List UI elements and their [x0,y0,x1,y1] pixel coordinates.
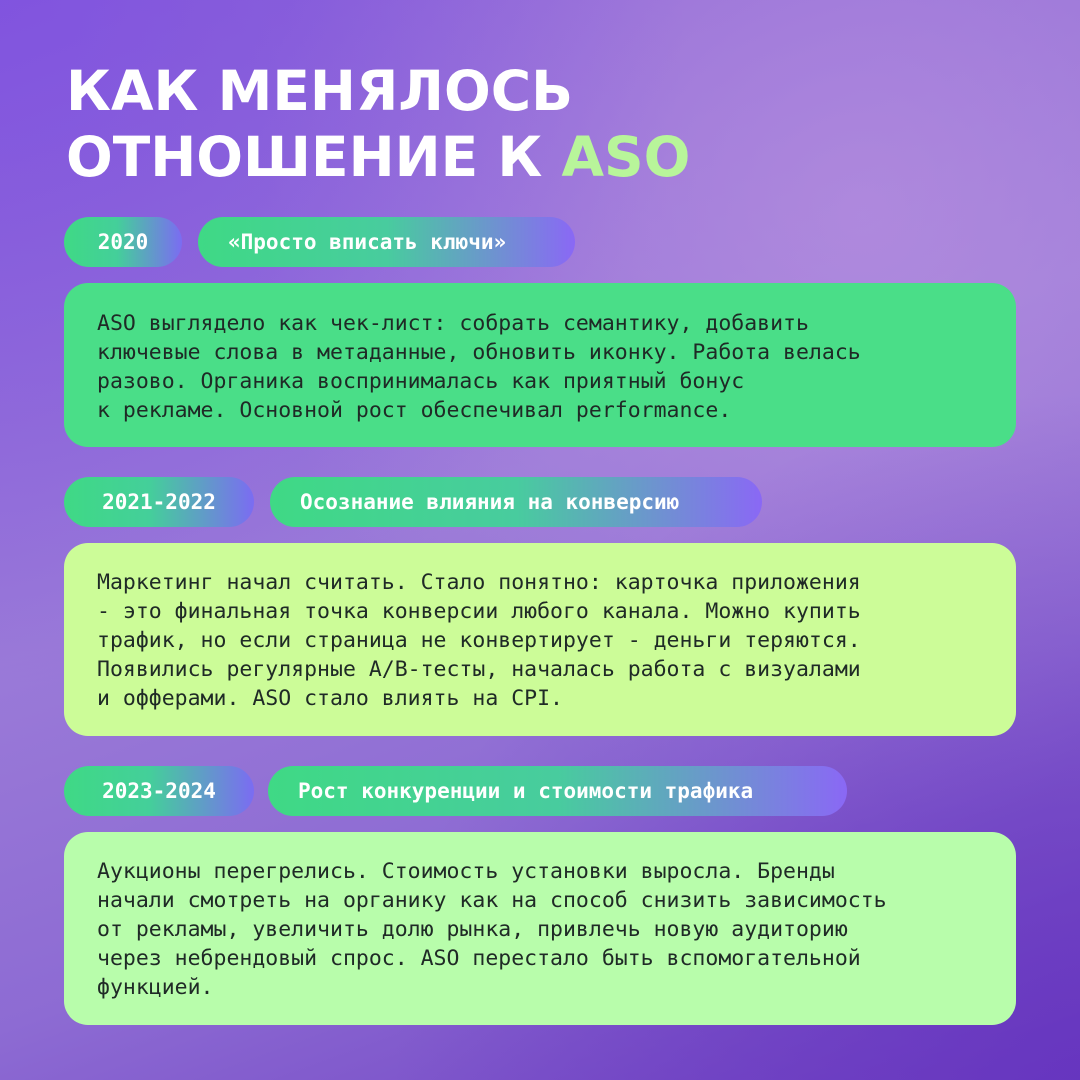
page-title [66,58,690,190]
section-heading-2021-2022: Осознание влияния на конверсию [270,477,762,527]
year-badge-2020: 2020 [64,217,182,267]
year-badge-2021-2022: 2021-2022 [64,477,254,527]
section-card-2020: ASO выглядело как чек-лист: собрать семантику, добавить ключевые слова в метаданные, обновить иконку. Работа велась разово. Органика воспринималась как приятный бонус к рекламе. Основной рост обеспечивал performance. [64,283,1016,447]
section-card-2021-2022: Маркетинг начал считать. Стало понятно: карточка приложения - это финальная точка конверсии любого канала. Можно купить трафик, но если страница не конвертирует - деньги теряются. Появились регулярные A/B-тесты, началась работа с визуалами и офферами. ASO стало влиять на CPI. [64,543,1016,736]
title-line-1: КАК МЕНЯЛОСЬ [66,59,574,123]
section-heading-2023-2024: Рост конкуренции и стоимости трафика [268,766,847,816]
section-heading-2020: «Просто вписать ключи» [198,217,575,267]
title-line-2-prefix: ОТНОШЕНИЕ К [66,125,562,189]
year-badge-2023-2024: 2023-2024 [64,766,254,816]
section-card-2023-2024: Аукционы перегрелись. Стоимость установки выросла. Бренды начали смотреть на органику как на способ снизить зависимость от рекламы, увеличить долю рынка, привлечь новую аудиторию через небрендовый спрос. ASO перестало быть вспомогательной функцией. [64,832,1016,1025]
title-accent: ASO [561,125,691,189]
